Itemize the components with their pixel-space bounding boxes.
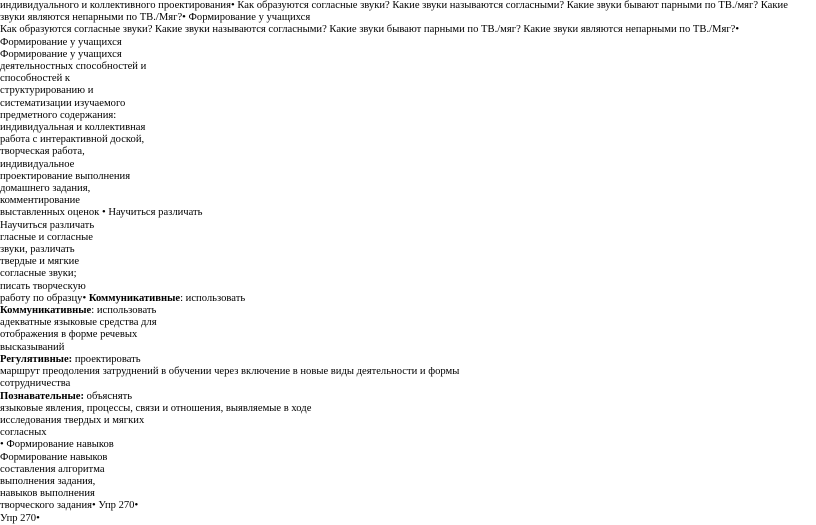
bullet: • (182, 12, 186, 24)
bullet: • (134, 500, 139, 512)
text-line: адекватные языковые средства для (0, 317, 157, 329)
text-line: Упр 270• (0, 512, 40, 524)
bullet: • (735, 24, 740, 36)
text-line: домашнего задания, (0, 183, 91, 195)
text-line: Регулятивные: проектировать (0, 353, 141, 365)
text-line: индивидуального и коллективного проектирования• Как образуются согласные звуки? Какие звуки называются согласными? Какие звуки бывают парными по ТВ./мяг? Какие звуки являются непарными по ТВ./Мяг?• Формирование у учащихся (0, 0, 788, 24)
text-line: звуки, различать (0, 244, 75, 256)
text-line: комментирование (0, 195, 80, 207)
bullet: • (82, 292, 87, 304)
bullet: • (101, 207, 106, 219)
bullet: • (92, 500, 96, 512)
text-line: писать творческую (0, 280, 86, 292)
text-line: Как образуются согласные звуки? Какие звуки называются согласными? Какие звуки бывают парными по ТВ./мяг? Какие звуки являются непарными по ТВ./Мяг?• Формирование у учащихся (0, 24, 740, 48)
text-line: индивидуальное (0, 158, 75, 170)
text-line: работа с интерактивной доской, (0, 134, 145, 146)
text-line: Научиться различать (0, 219, 95, 231)
text-line: составления алгоритма (0, 463, 105, 475)
bullet: • (230, 0, 235, 11)
text-line: • Формирование навыков (0, 439, 114, 451)
bullet: • (36, 512, 40, 524)
text-line: творческого задания• Упр 270• (0, 500, 139, 512)
text-line: маршрут преодоления затруднений в обучении через включение в новые виды деятельности и формы (0, 366, 460, 378)
bullet: • (0, 439, 4, 451)
text-line: предметного содержания: (0, 109, 117, 121)
text-line: Формирование навыков (0, 451, 108, 463)
text-line: твердые и мягкие (0, 256, 80, 268)
text-line: согласные звуки; (0, 268, 77, 280)
text-line: систематизации изучаемого (0, 97, 126, 109)
text-line: Формирование у учащихся (0, 48, 122, 60)
text-line: творческая работа, (0, 146, 85, 158)
text-line: выполнения задания, (0, 475, 96, 487)
text-line: высказываний (0, 341, 65, 353)
text-line: структурированию и (0, 85, 94, 97)
text-line: исследования твердых и мягких (0, 414, 145, 426)
text-line: индивидуальная и коллективная (0, 122, 146, 134)
text-line: деятельностных способностей и (0, 61, 147, 73)
text-line: сотрудничества (0, 378, 71, 390)
text-line: Познавательные: объяснять (0, 390, 133, 402)
text-line: проектирование выполнения (0, 170, 131, 182)
text-line: согласных (0, 427, 47, 439)
text-line: гласные и согласные (0, 231, 93, 243)
text-line: выставленных оценок • Научиться различать (0, 207, 203, 219)
text-line: языковые явления, процессы, связи и отношения, выявляемые в ходе (0, 402, 312, 414)
text-line: работу по образцу• Коммуникативные: использовать (0, 292, 246, 304)
text-line: отображения в форме речевых (0, 329, 138, 341)
text-line: Коммуникативные: использовать (0, 305, 157, 317)
text-line: способностей к (0, 73, 71, 85)
text-line: навыков выполнения (0, 488, 95, 500)
